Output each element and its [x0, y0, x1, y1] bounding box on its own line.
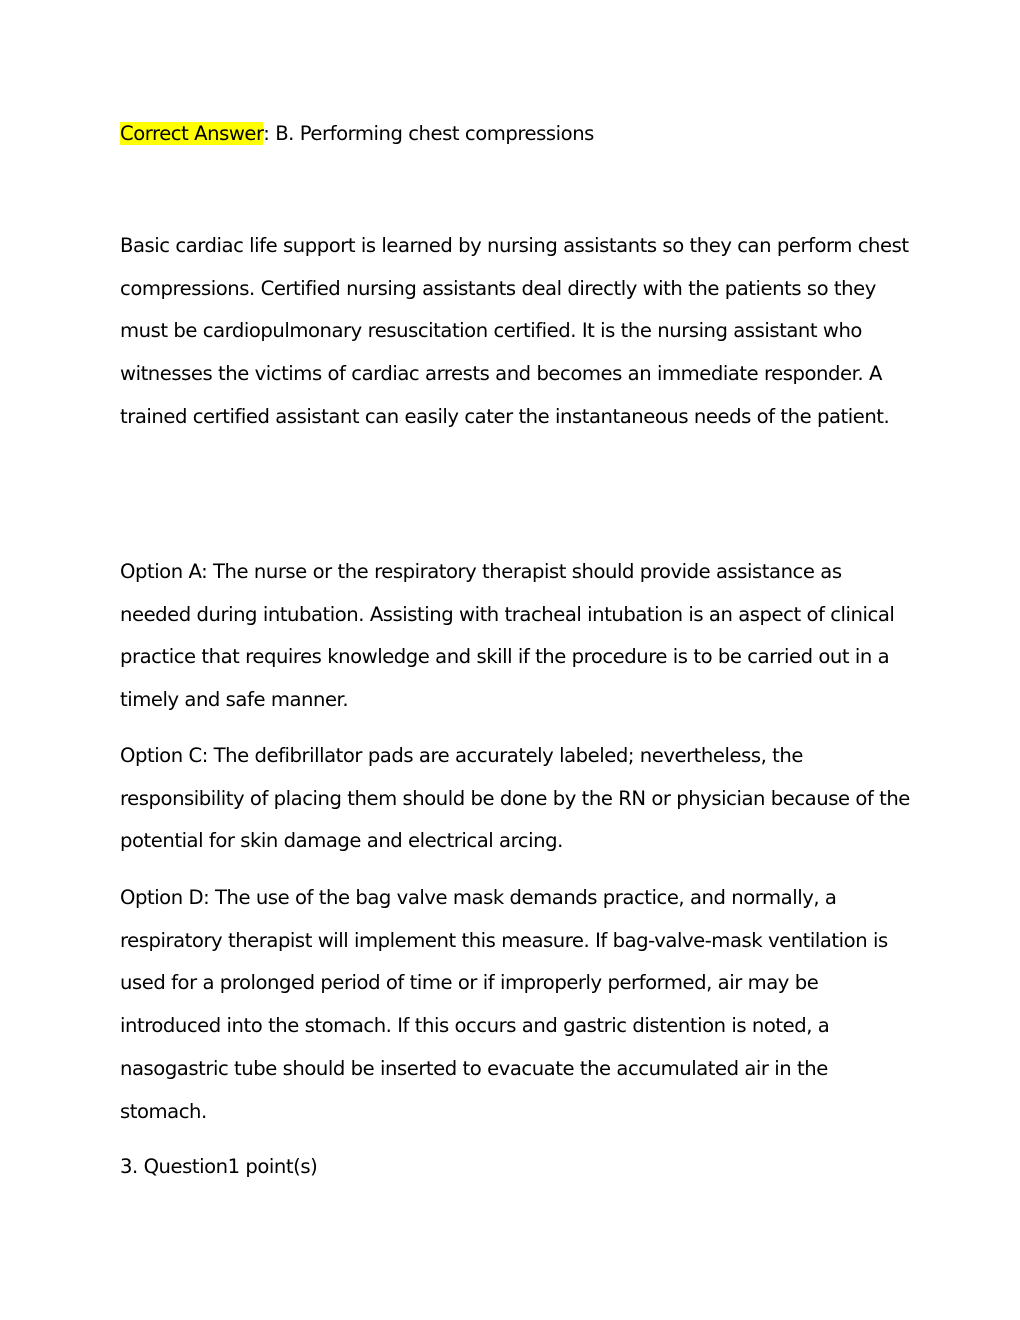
correct-answer-line [120, 113, 910, 156]
next-question-heading: 3. Question1 point(s) [120, 1155, 318, 1178]
option-a-paragraph: Option A: The nurse or the respiratory therapist should provide assistance as needed during intubation. Assisting with tracheal intubation is an aspect of clinical practice that requires knowledge and skill if the procedure is to be carried out in a timely and safe manner. [120, 560, 895, 712]
option-c-paragraph: Option C: The defibrillator pads are accurately labeled; nevertheless, the responsibility of placing them should be done by the RN or physician because of the potential for skin damage and electrical arcing. [120, 744, 910, 853]
correct-answer-value: : B. Performing chest compressions [263, 122, 594, 145]
option-d-paragraph: Option D: The use of the bag valve mask demands practice, and normally, a respiratory therapist will implement this measure. If bag-valve-mask ventilation is used for a prolonged period of time or if improperly performed, air may be introduced into the stomach. If this occurs and gastric distention is noted, a nasogastric tube should be inserted to evacuate the accumulated air in the stomach. [120, 886, 888, 1123]
correct-answer-label: Correct Answer [120, 122, 264, 145]
rationale-paragraph: Basic cardiac life support is learned by nursing assistants so they can perform chest compressions. Certified nursing assistants deal directly with the patients so they must be cardiopulmonary resuscitation certified. It is the nursing assistant who witnesses the victims of cardiac arrests and becomes an immediate responder. A trained certified assistant can easily cater the instantaneous needs of the patient. [120, 234, 909, 428]
